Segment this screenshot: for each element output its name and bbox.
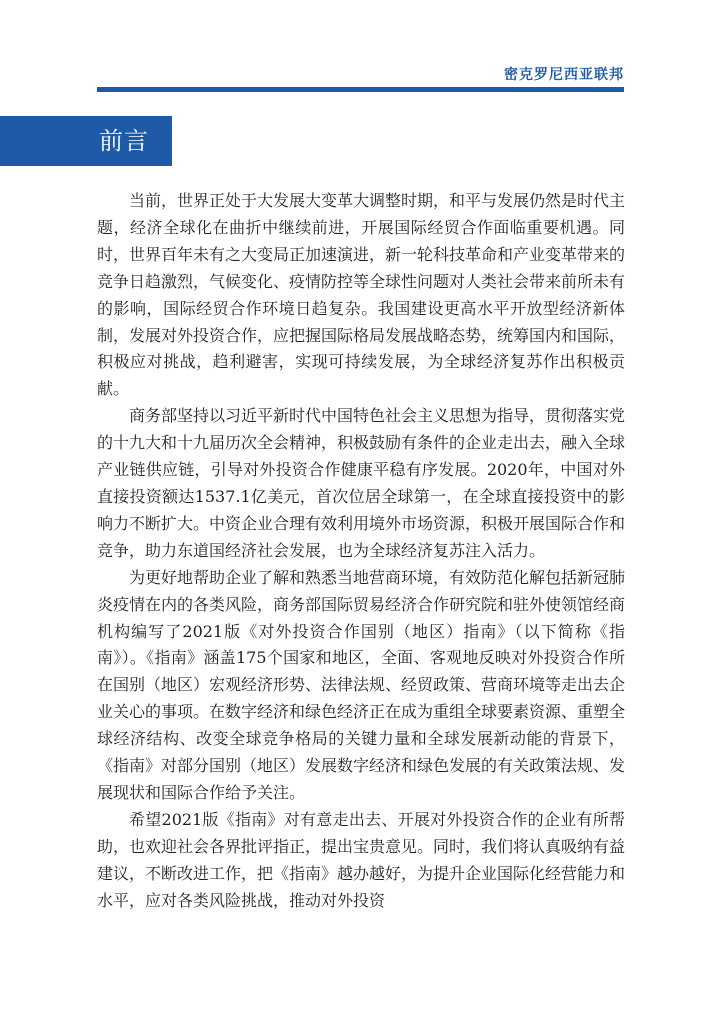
section-heading-banner (0, 116, 172, 166)
section-heading: 前言 (99, 127, 149, 155)
paragraph: 当前，世界正处于大发展大变革大调整时期，和平与发展仍然是时代主题，经济全球化在曲折中继续前进，开展国际经贸合作面临重要机遇。同时，世界百年未有之大变局正加速演进，新一轮科技革命和产业变革带来的竞争日趋激烈，气候变化、疫情防控等全球性问题对人类社会带来前所未有的影响，国际经贸合作环境日趋复杂。我国建设更高水平开放型经济新体制，发展对外投资合作，应把握国际格局发展战略态势，统筹国内和国际，积极应对挑战，趋利避害，实现可持续发展，为全球经济复苏作出积极贡献。 (97, 191, 626, 399)
paragraph: 希望2021版《指南》对有意走出去、开展对外投资合作的企业有所帮助，也欢迎社会各界批评指正，提出宝贵意见。同时，我们将认真吸纳有益建议，不断改进工作，把《指南》越办越好，为提升企业国际化经营能力和水平，应对各类风险挑战，推动对外投资 (97, 809, 626, 910)
paragraph: 商务部坚持以习近平新时代中国特色社会主义思想为指导，贯彻落实党的十九大和十九届历次全会精神，积极鼓励有条件的企业走出去，融入全球产业链供应链，引导对外投资合作健康平稳有序发展。2020年，中国对外直接投资额达1537.1亿美元，首次位居全球第一，在全球直接投资中的影响力不断扩大。中资企业合理有效利用境外市场资源，积极开展国际合作和竞争，助力东道国经济社会发展，也为全球经济复苏注入活力。 (97, 406, 626, 560)
header-rule (97, 87, 624, 92)
paragraph: 为更好地帮助企业了解和熟悉当地营商环境，有效防范化解包括新冠肺炎疫情在内的各类风险，商务部国际贸易经济合作研究院和驻外使领馆经商机构编写了2021版《对外投资合作国别（地区）指南》（以下简称《指南》）。《指南》涵盖175个国家和地区，全面、客观地反映对外投资合作所在国别（地区）宏观经济形势、法律法规、经贸政策、营商环境等走出去企业关心的事项。在数字经济和绿色经济正在成为重组全球要素资源、重塑全球经济结构、改变全球竞争格局的关键力量和全球发展新动能的背景下，《指南》对部分国别（地区）发展数字经济和绿色发展的有关政策法规、发展现状和国际合作给予关注。 (97, 567, 626, 802)
body-text (97, 188, 625, 914)
running-header-title: 密克罗尼西亚联邦 (504, 67, 624, 83)
